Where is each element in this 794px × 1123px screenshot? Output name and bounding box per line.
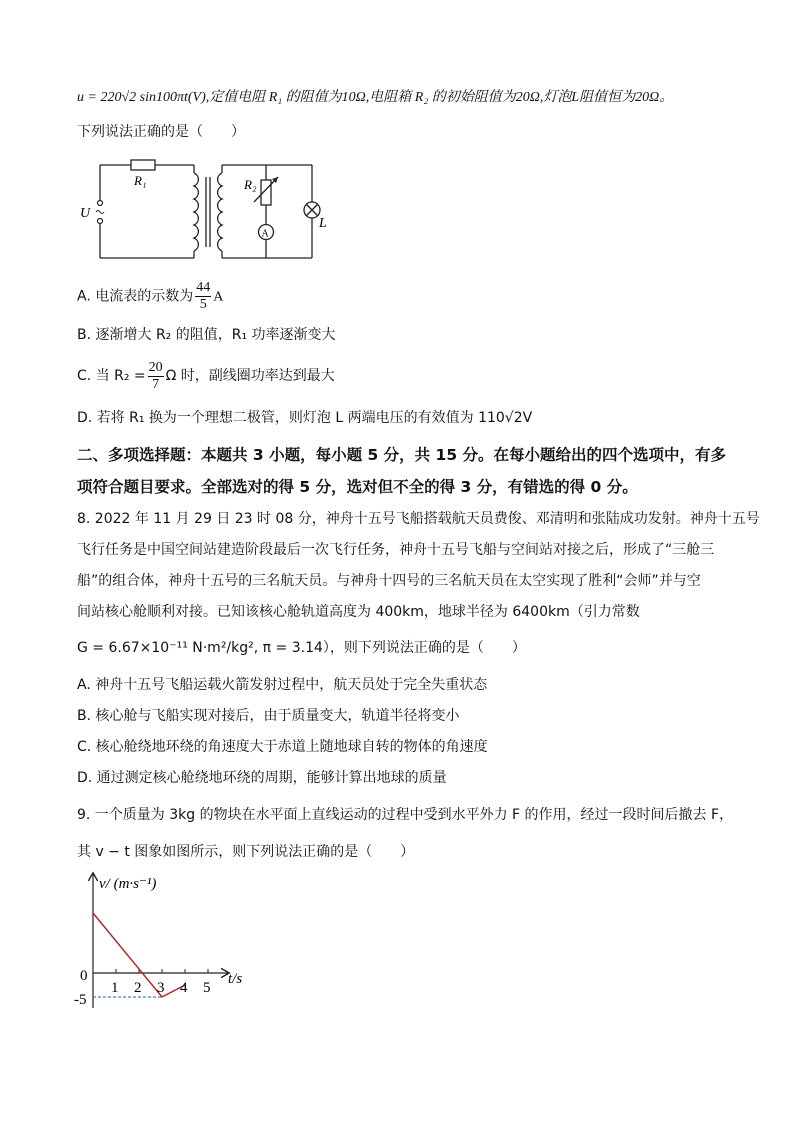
transformer-circuit-diagram [76,155,346,270]
q8-line1: 8. 2022 年 11 月 29 日 23 时 08 分，神舟十五号飞船搭载航天员费俊、邓清明和张陆成功发射。神舟十五号 [77,511,760,527]
q7-option-a-prefix: A. 电流表的示数为 [77,288,194,305]
q8-option-a: A. 神舟十五号飞船运载火箭发射过程中，航天员处于完全失重状态 [77,677,488,693]
q7-option-d: D. 若将 R₁ 换为一个理想二极管，则灯泡 L 两端电压的有效值为 110√2V [77,410,533,426]
neg-tick-label: -5 [74,992,87,1008]
x-tick-2: 2 [134,980,142,996]
q7-option-c [77,358,335,394]
q7-option-b: B. 逐渐增大 R₂ 的阻值，R₁ 功率逐渐变大 [77,327,336,343]
q7-option-c-prefix: C. 当 R₂ = [77,368,146,384]
q7-option-a-denominator: 5 [199,297,207,312]
q8-option-b: B. 核心舱与飞船实现对接后，由于质量变大，轨道半径将变小 [77,708,460,724]
q7-option-a-fraction [195,280,211,313]
label-R1: R₁ [134,173,147,188]
q7-option-c-fraction [148,360,164,393]
x-tick-3: 3 [157,980,165,996]
q7-option-a-unit: A [213,289,224,305]
q8-line3: 船”的组合体，神舟十五号的三名航天员。与神舟十四号的三名航天员在太空实现了胜利“会师”并与空 [77,573,701,589]
section2-heading-line2: 项符合题目要求。全部选对的得 5 分，选对但不全的得 3 分，有错选的得 0 分。 [77,478,638,496]
label-L: L [319,216,327,231]
origin-label: 0 [80,968,88,984]
q8-line5: G = 6.67×10⁻¹¹ N·m²/kg², π = 3.14），则下列说法正确的是（ ） [77,640,526,656]
q8-line4: 间站核心舱顺利对接。已知该核心舱轨道高度为 400km，地球半径为 6400km（引力常数 [77,604,640,620]
x-axis-label: t/s [228,971,243,987]
q7-option-c-numerator: 20 [148,359,163,375]
x-tick-1: 1 [111,980,119,996]
q8-option-d: D. 通过测定核心舱绕地环绕的周期，能够计算出地球的质量 [77,770,447,786]
velocity-time-graph [70,868,260,1018]
label-A: A [261,228,269,240]
section2-heading-line1: 二、多项选择题：本题共 3 小题，每小题 5 分，共 15 分。在每小题给出的四个选项中，有多 [77,446,727,464]
q7-option-a-numerator: 44 [196,280,211,295]
q7-option-a [77,280,223,314]
q7-stem-line2: 下列说法正确的是（ ） [77,124,245,140]
label-R2: R₂ [244,177,257,192]
y-axis-label: v/ (m·s⁻¹) [99,876,157,892]
label-U: U [80,206,91,221]
q8-line2: 飞行任务是中国空间站建造阶段最后一次飞行任务，神舟十五号飞船与空间站对接之后，形成了“三舱三 [77,542,715,558]
q8-option-c: C. 核心舱绕地环绕的角速度大于赤道上随地球自转的物体的角速度 [77,739,488,755]
q7-option-c-suffix: Ω 时，副线圈功率达到最大 [165,368,335,384]
q7-option-c-denominator: 7 [152,376,160,392]
q9-line1: 9. 一个质量为 3kg 的物块在水平面上直线运动的过程中受到水平外力 F 的作用，经过一段时间后撤去 F， [77,807,734,823]
x-tick-4: 4 [180,980,188,996]
q7-stem-line1: u = 220√2 sin100πt(V),定值电阻 R₁ 的阻值为10Ω,电阻箱 R₂ 的初始阻值为20Ω,灯泡L阻值恒为20Ω。 [77,90,674,105]
x-tick-5: 5 [203,980,211,996]
q9-line2: 其 v − t 图象如图所示，则下列说法正确的是（ ） [77,844,415,860]
